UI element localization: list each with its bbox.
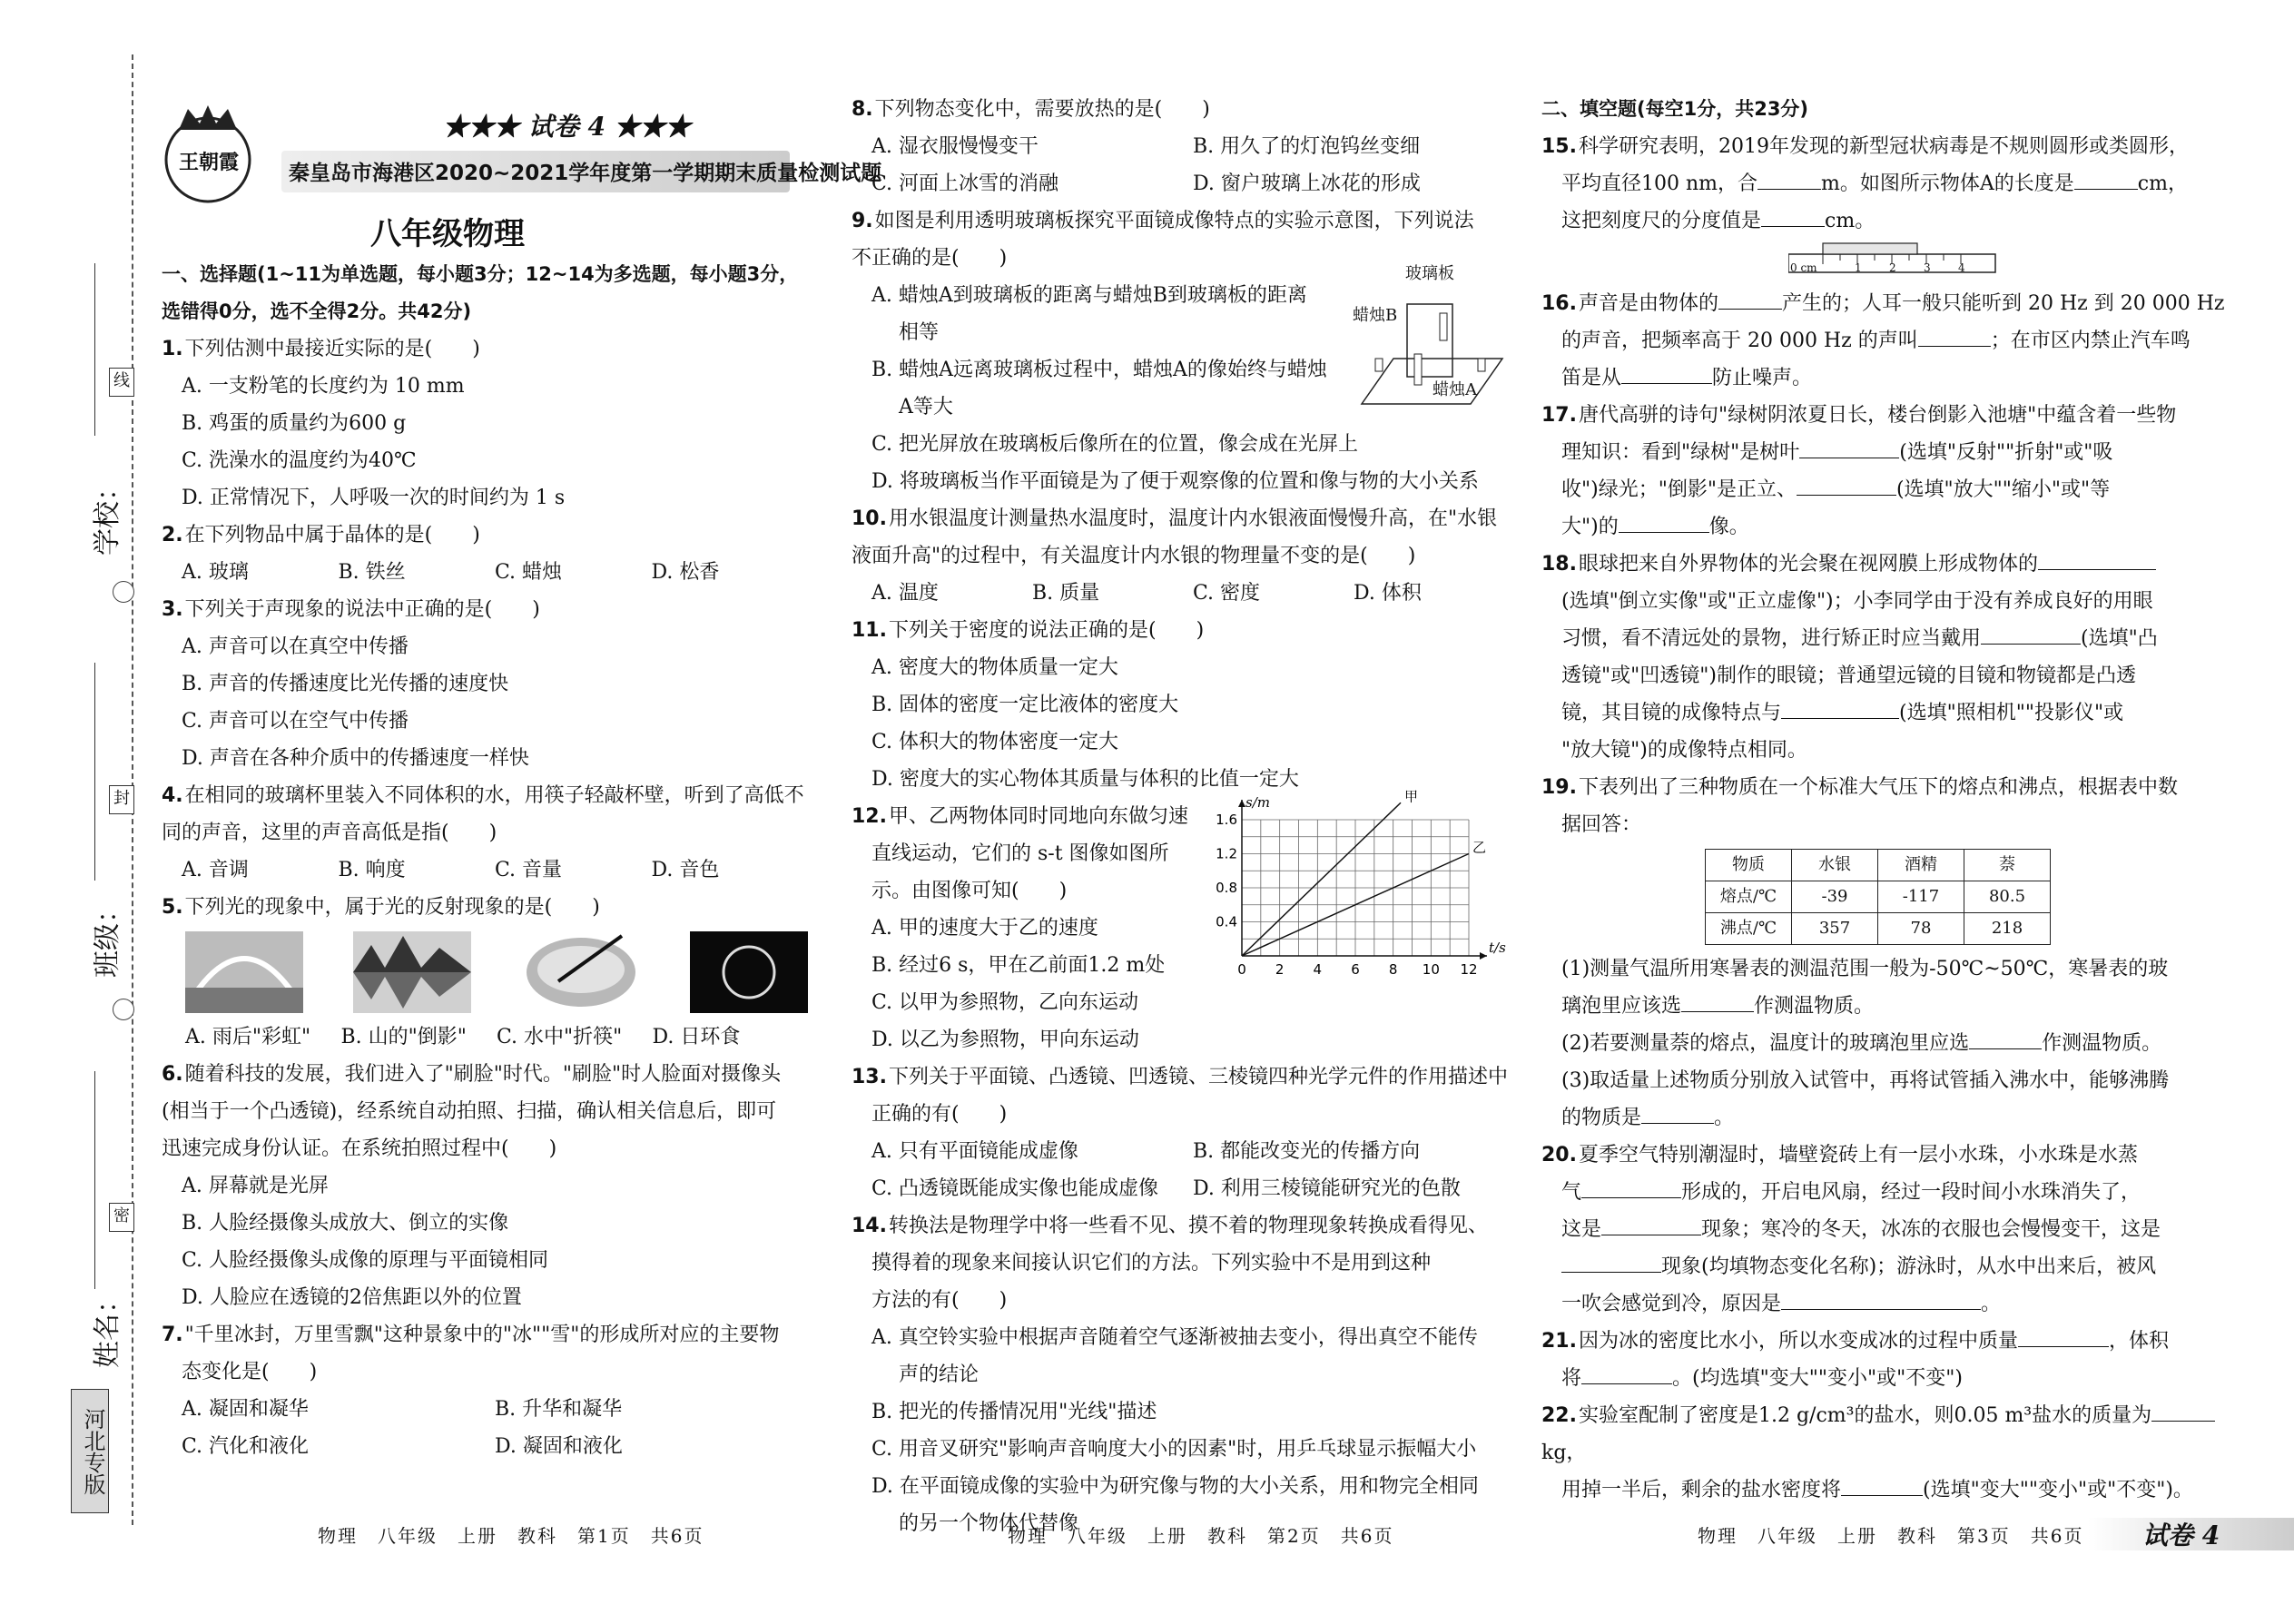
q16-text: ；在市区内禁止汽车鸣	[1990, 330, 2191, 352]
q18-line2: (选填"倒立实像"或"正立虚像")；小李同学由于没有养成良好的用眼	[1561, 590, 2153, 613]
q14-option-a-line1: A. 真空铃实验中根据声音随着空气逐渐被抽去变小，得出真空不能传	[871, 1326, 1478, 1349]
y-axis-arrow	[1238, 800, 1245, 807]
q4-stem-line2: 同的声音，这里的声音高低是指( )	[162, 822, 497, 844]
table-header: 萘	[1964, 850, 2051, 881]
question-15: 15.科学研究表明，2019年发现的新型冠状病毒是不规则圆形或类圆形，	[1541, 135, 2189, 158]
question-7: 7."千里冰封，万里雪飘"这种景象中的"冰""雪"的形成所对应的主要物	[162, 1324, 780, 1346]
q20-text: 这是	[1561, 1218, 1602, 1241]
q6-option-b: B. 人脸经摄像头成放大、倒立的实像	[182, 1212, 509, 1235]
school-line	[94, 263, 95, 436]
edition-box	[71, 1389, 109, 1513]
question-19: 19.下表列出了三种物质在一个标准大气压下的熔点和沸点，根据表中数	[1541, 776, 2178, 799]
q21-text: 。(均选填"变大""变小"或"不变")	[1672, 1367, 1963, 1390]
mirror-experiment-figure	[1353, 264, 1507, 422]
series-line-jia	[1242, 802, 1401, 956]
ruler-tick-2: 2	[1889, 261, 1896, 274]
q6-option-c: C. 人脸经摄像头成像的原理与平面镜相同	[182, 1249, 549, 1272]
class-line	[94, 663, 95, 881]
q4-option-d: D. 音色	[651, 859, 720, 881]
q7-option-b: B. 升华和凝华	[495, 1398, 623, 1421]
q6-option-a: A. 屏幕就是光屏	[182, 1175, 329, 1197]
q22-blank-2[interactable]	[1841, 1473, 1923, 1496]
q16-text: 笛是从	[1561, 367, 1622, 389]
q17-blank-3[interactable]	[1619, 510, 1709, 533]
q12-option-b: B. 经过6 s，甲在乙前面1.2 m处	[871, 954, 1166, 977]
q20-line4	[1541, 1248, 2250, 1285]
table-header: 水银	[1792, 850, 1878, 881]
q20-blank-3[interactable]	[1561, 1250, 1661, 1273]
question-13: 13.下列关于平面镜、凸透镜、凹透镜、三棱镜四种光学元件的作用描述中	[852, 1066, 1508, 1088]
q19-part1-line2	[1541, 988, 2250, 1025]
q15-line1: 科学研究表明，2019年发现的新型冠状病毒是不规则圆形或类圆形，	[1578, 135, 2189, 158]
question-16: 16.声音是由物体的 产生的；人耳一般只能听到 20 Hz 到 20 000 Hz	[1541, 285, 2250, 322]
q20-text: 现象(均填物态变化名称)；游泳时，从水中出来后，被风	[1661, 1255, 2157, 1278]
q1-stem: 下列估测中最接近实际的是( )	[184, 338, 480, 360]
q17-line1: 唐代高骈的诗句"绿树阴浓夏日长，楼台倒影入池塘"中蕴含着一些物	[1578, 404, 2177, 427]
ruler-zero-label: 0 cm	[1790, 261, 1817, 274]
q6-stem-line1: 随着科技的发展，我们进入了"刷脸"时代。"刷脸"时人脸面对摄像头	[184, 1063, 782, 1086]
q19-text: (2)若要测量萘的熔点，温度计的玻璃泡里应选	[1561, 1032, 1970, 1055]
q21-text: 因为冰的密度比水小，所以水变成冰的过程中质量	[1578, 1330, 2018, 1353]
q19-part1-line1: (1)测量气温所用寒暑表的测温范围一般为-50℃~50℃，寒暑表的玻	[1561, 958, 2169, 980]
q12-option-d: D. 以乙为参照物，甲向东运动	[871, 1029, 1139, 1051]
q20-blank-2[interactable]	[1601, 1213, 1701, 1235]
q10-option-a: A. 温度	[871, 582, 939, 605]
q14-option-d-line1: D. 在平面镜成像的实验中为研究像与物的大小关系，用和物完全相同	[871, 1475, 1479, 1498]
question-3: 3.下列关于声现象的说法中正确的是( )	[162, 598, 540, 621]
q15-text: m。如图所示物体A的长度是	[1821, 172, 2074, 195]
class-label: 班级：	[92, 896, 123, 978]
q7-option-d: D. 凝固和液化	[495, 1435, 623, 1458]
q16-blank-1[interactable]	[1718, 287, 1782, 310]
q21-blank-1[interactable]	[2018, 1324, 2109, 1347]
q13-stem-line2: 正确的有( )	[871, 1103, 1008, 1126]
q4-option-c: C. 音量	[495, 859, 563, 881]
q15-text: cm。	[1825, 210, 1876, 232]
q17-text: 像。	[1708, 516, 1749, 538]
q9-stem-line2: 不正确的是( )	[852, 247, 1008, 270]
q3-stem: 下列关于声现象的说法中正确的是( )	[184, 598, 540, 621]
q5-option-c: C. 水中"折筷"	[497, 1026, 623, 1048]
question-21: 21.因为冰的密度比水小，所以水变成冰的过程中质量 ，体积	[1541, 1323, 2250, 1360]
q22-text: (选填"变大""变小"或"不变")。	[1923, 1479, 2193, 1501]
question-5: 5.下列光的现象中，属于光的反射现象的是( )	[162, 896, 600, 919]
question-12: 12.甲、乙两物体同时同地向东做匀速	[852, 805, 1188, 828]
question-10: 10.用水银温度计测量热水温度时，温度计内水银液面慢慢升高，在"水银	[852, 507, 1498, 530]
q11-stem: 下列关于密度的说法正确的是( )	[888, 619, 1205, 642]
q5-option-a: A. 雨后"彩虹"	[185, 1026, 311, 1048]
q18-text: 眼球把来自外界物体的光会聚在视网膜上形成物体的	[1578, 553, 2038, 576]
table-row	[1706, 913, 2051, 945]
q14-option-c: C. 用音叉研究"影响声音响度大小的因素"时，用乒乓球显示振幅大小	[871, 1438, 1477, 1461]
q5-stem: 下列光的现象中，属于光的反射现象的是( )	[184, 896, 600, 919]
q9-option-c: C. 把光屏放在玻璃板后像所在的位置，像会成在光屏上	[871, 433, 1359, 456]
q3-option-d: D. 声音在各种介质中的传播速度一样快	[182, 747, 529, 770]
q12-stem-line3: 示。由图像可知( )	[871, 880, 1068, 902]
q17-line4	[1541, 508, 2250, 546]
q9-body	[852, 264, 1514, 426]
q21-blank-2[interactable]	[1581, 1362, 1672, 1384]
q14-option-d-line2: 的另一个物体代替像	[899, 1512, 1079, 1535]
seal-mark-secret: 密	[109, 1203, 134, 1232]
q18-text: 习惯，看不清远处的景物，进行矫正时应当戴用	[1561, 627, 1982, 650]
q19-blank-2[interactable]	[1969, 1027, 2042, 1049]
q7-stem-line1: "千里冰封，万里雪飘"这种景象中的"冰""雪"的形成所对应的主要物	[184, 1324, 780, 1346]
q5-option-d: D. 日环食	[652, 1026, 741, 1048]
q11-option-b: B. 固体的密度一定比液体的密度大	[871, 694, 1179, 716]
q8-stem: 下列物态变化中，需要放热的是( )	[874, 98, 1210, 121]
footer-page-3: 物理 八年级 上册 教科 第3页 共6页	[1698, 1525, 2084, 1547]
q15-text: 这把刻度尺的分度值是	[1561, 210, 1762, 232]
table-cell: 沸点/℃	[1706, 913, 1792, 945]
q22-text: 实验室配制了密度是1.2 g/cm³的盐水，则0.05 m³盐水的质量为	[1578, 1404, 2152, 1427]
q7-options-row1	[162, 1391, 808, 1428]
q17-text: 理知识：看到"绿树"是树叶	[1561, 441, 1800, 464]
q14-stem-line1: 转换法是物理学中将一些看不见、摸不着的物理现象转换成看得见、	[888, 1215, 1488, 1237]
q2-option-a: A. 玻璃	[182, 561, 249, 584]
q22-text: 用掉一半后，剩余的盐水密度将	[1561, 1479, 1842, 1501]
q16-text: 产生的；人耳一般只能听到 20 Hz 到 20 000 Hz	[1782, 292, 2225, 315]
ruler-tick-1: 1	[1855, 261, 1862, 274]
binding-hole	[113, 999, 134, 1020]
q16-blank-3[interactable]	[1621, 361, 1712, 384]
q5-option-b: B. 山的"倒影"	[340, 1026, 467, 1048]
q19-line1: 下表列出了三种物质在一个标准大气压下的熔点和沸点，根据表中数	[1578, 776, 2178, 799]
q18-text: (选填"照相机""投影仪"或	[1899, 702, 2124, 724]
q15-line2	[1541, 165, 2250, 202]
seal-mark-seal: 封	[109, 785, 134, 814]
name-label: 姓名：	[92, 1286, 123, 1368]
y-tick-label: 1.6	[1216, 812, 1237, 828]
question-17: 17.唐代高骈的诗句"绿树阴浓夏日长，楼台倒影入池塘"中蕴含着一些物	[1541, 404, 2177, 427]
q9-option-d: D. 将玻璃板当作平面镜是为了便于观察像的位置和像与物的大小关系	[871, 470, 1479, 493]
q10-options	[852, 575, 1514, 612]
q14-stem-line3: 方法的有( )	[871, 1289, 1008, 1312]
q18-line4: 透镜"或"凹透镜")制作的眼镜；普通望远镜的目镜和物镜都是凸透	[1561, 664, 2136, 687]
q17-text: 大")的	[1561, 516, 1619, 538]
q6-option-d: D. 人脸应在透镜的2倍焦距以外的位置	[182, 1286, 522, 1309]
table-cell: 78	[1878, 913, 1964, 945]
q11-option-d: D. 密度大的实心物体其质量与体积的比值一定大	[871, 768, 1299, 791]
fig-label-candle-b: 蜡烛B	[1353, 306, 1398, 325]
q12-option-c: C. 以甲为参照物，乙向东运动	[871, 991, 1139, 1014]
q8-option-b: B. 用久了的灯泡钨丝变细	[1193, 135, 1421, 158]
q19-text: 的物质是	[1561, 1107, 1642, 1129]
q19-text: 作测温物质。	[2042, 1032, 2162, 1055]
q4-option-a: A. 音调	[182, 859, 249, 881]
q9-option-b-line2: A等大	[899, 396, 953, 418]
rainbow-photo	[185, 931, 303, 1013]
q15-blank-2[interactable]	[2074, 167, 2138, 190]
q18-text: (选填"凸	[2081, 627, 2158, 650]
table-row	[1706, 881, 2051, 913]
q13-options-row1	[852, 1133, 1514, 1170]
q19-line2: 据回答：	[1561, 813, 1642, 836]
q16-line2	[1541, 322, 2250, 359]
q12-option-a: A. 甲的速度大于乙的速度	[871, 917, 1098, 940]
q15-text: 平均直径100 nm，合	[1561, 172, 1758, 195]
q9-option-a-line2: 相等	[899, 321, 940, 344]
q10-option-d: D. 体积	[1354, 582, 1422, 605]
y-tick-label: 1.2	[1216, 845, 1237, 862]
q12-stem-line1: 甲、乙两物体同时同地向东做匀速	[888, 805, 1188, 828]
footer-page-2: 物理 八年级 上册 教科 第2页 共6页	[1008, 1525, 1394, 1547]
q20-text: 形成的，开启电风扇，经过一段时间小水珠消失了，	[1681, 1181, 2141, 1204]
question-8: 8.下列物态变化中，需要放热的是( )	[852, 98, 1210, 121]
q20-blank-1[interactable]	[1581, 1176, 1681, 1198]
q18-line5	[1541, 694, 2250, 732]
q12-block	[852, 788, 1514, 1058]
y-tick-label: 0.4	[1216, 913, 1237, 930]
question-14: 14.转换法是物理学中将一些看不见、摸不着的物理现象转换成看得见、	[852, 1215, 1488, 1237]
subject-title: 八年级物理	[370, 216, 525, 252]
q3-option-a: A. 声音可以在真空中传播	[182, 635, 409, 658]
q20-text: 气	[1561, 1181, 1582, 1204]
q19-text: 璃泡里应该选	[1561, 995, 1682, 1018]
q2-option-b: B. 铁丝	[338, 561, 406, 584]
q14-option-b: B. 把光的传播情况用"光线"描述	[871, 1401, 1157, 1423]
fig-label-candle-a: 蜡烛A	[1433, 380, 1477, 399]
y-tick-label: 0.8	[1216, 880, 1237, 896]
footer-paper-tag: 试卷 4	[2142, 1521, 2220, 1550]
table-cell: -117	[1878, 881, 1964, 913]
series-label: 乙	[1472, 839, 1487, 856]
x-tick-label: 0	[1237, 961, 1246, 978]
q10-stem-line1: 用水银温度计测量热水温度时，温度计内水银液面慢慢升高，在"水银	[888, 507, 1498, 530]
q13-option-b: B. 都能改变光的传播方向	[1193, 1140, 1421, 1163]
q5-photos	[162, 926, 808, 1019]
q13-option-d: D. 利用三棱镜能研究光的色散	[1193, 1177, 1461, 1200]
q7-option-c: C. 汽化和液化	[182, 1435, 310, 1458]
q3-option-b: B. 声音的传播速度比光传播的速度快	[182, 673, 509, 695]
q2-options	[162, 554, 808, 591]
q20-text: 。	[1981, 1293, 2002, 1315]
q8-option-a: A. 湿衣服慢慢变干	[871, 135, 1039, 158]
q20-line3	[1541, 1211, 2250, 1248]
q13-stem-line1: 下列关于平面镜、凸透镜、凹透镜、三棱镜四种光学元件的作用描述中	[888, 1066, 1508, 1088]
q17-text: 收")绿光；"倒影"是正立、	[1561, 478, 1797, 501]
q12-stem-line2: 直线运动，它们的 s-t 图像如图所	[871, 842, 1169, 865]
table-header-row	[1706, 850, 2051, 881]
q8-options-row1	[852, 128, 1514, 165]
table-cell: 357	[1792, 913, 1878, 945]
q20-text: 现象；寒冷的冬天，冰冻的衣服也会慢慢变干，这是	[1701, 1218, 2161, 1241]
x-tick-label: 12	[1460, 961, 1478, 978]
q17-line3	[1541, 471, 2250, 508]
q17-text: (选填"反射""折射"或"吸	[1899, 441, 2113, 464]
question-11: 11.下列关于密度的说法正确的是( )	[852, 619, 1205, 642]
q1-option-c: C. 洗澡水的温度约为40℃	[182, 449, 417, 472]
q20-blank-4[interactable]	[1781, 1287, 1981, 1310]
q20-line5	[1541, 1285, 2250, 1323]
q16-line3	[1541, 359, 2250, 397]
paper-series-label: ★★★ 试卷 4 ★★★	[443, 112, 691, 142]
footer-page-1: 物理 八年级 上册 教科 第1页 共6页	[318, 1525, 704, 1547]
q2-option-d: D. 松香	[651, 561, 720, 584]
q13-option-a: A. 只有平面镜能成虚像	[871, 1140, 1078, 1163]
x-axis-label: t/s	[1489, 940, 1506, 956]
q7-stem-line2: 态变化是( )	[182, 1361, 318, 1383]
q14-stem-line2: 摸得着的现象来间接认识它们的方法。下列实验中不是用到这种	[871, 1252, 1432, 1275]
question-1: 1.下列估测中最接近实际的是( )	[162, 338, 480, 360]
q1-option-d: D. 正常情况下，人呼吸一次的时间约为 1 s	[182, 487, 566, 509]
q6-stem-line2: (相当于一个凸透镜)，经系统自动拍照、扫描，确认相关信息后，即可	[162, 1100, 777, 1123]
q13-option-c: C. 凸透镜既能成实像也能成虚像	[871, 1177, 1159, 1200]
q15-blank-1[interactable]	[1757, 167, 1821, 190]
series-label: 甲	[1404, 788, 1419, 805]
q17-line2	[1541, 434, 2250, 471]
q16-blank-2[interactable]	[1918, 324, 1991, 347]
question-22: 22.实验室配制了密度是1.2 g/cm³的盐水，则0.05 m³盐水的质量为kg，	[1541, 1397, 2250, 1471]
q11-option-c: C. 体积大的物体密度一定大	[871, 731, 1119, 753]
bent-chopstick-photo	[522, 931, 640, 1013]
q21-text: ，体积	[2109, 1330, 2170, 1353]
x-tick-label: 8	[1388, 961, 1398, 978]
q22-blank-1[interactable]	[2151, 1399, 2215, 1422]
table-header: 物质	[1706, 850, 1792, 881]
melting-boiling-table	[1705, 849, 2051, 945]
q7-options-row2	[162, 1428, 808, 1465]
x-tick-label: 6	[1351, 961, 1360, 978]
q19-blank-1[interactable]	[1681, 989, 1754, 1012]
ruler-tick-3: 3	[1924, 261, 1931, 274]
mirror-setup-diagram	[1353, 268, 1507, 422]
q2-stem: 在下列物品中属于晶体的是( )	[184, 524, 480, 546]
q15-blank-3[interactable]	[1761, 204, 1825, 227]
q6-stem-line3: 迅速完成身份认证。在系统拍照过程中( )	[162, 1137, 557, 1160]
table-cell: 80.5	[1964, 881, 2051, 913]
table-cell: 218	[1964, 913, 2051, 945]
q10-stem-line2: 液面升高"的过程中，有关温度计内水银的物理量不变的是( )	[852, 545, 1416, 567]
q9-option-a-line1: A. 蜡烛A到玻璃板的距离与蜡烛B到玻璃板的距离	[871, 284, 1307, 307]
q20-line1: 夏季空气特别潮湿时，墙壁瓷砖上有一层小水珠，小水珠是水蒸	[1578, 1144, 2138, 1166]
section-choice-heading: 一、选择题(1~11为单选题，每小题3分；12~14为多选题，每小题3分，选错得0分，选不全得2分。共42分)	[162, 263, 799, 322]
q22-line2	[1541, 1471, 2250, 1509]
q4-option-b: B. 响度	[338, 859, 406, 881]
q19-part2	[1541, 1025, 2250, 1062]
q18-blank-1[interactable]	[2038, 547, 2156, 570]
fig-label-plate: 玻璃板	[1405, 264, 1454, 283]
q2-option-c: C. 蜡烛	[495, 561, 563, 584]
question-20: 20.夏季空气特别潮湿时，墙壁瓷砖上有一层小水珠，小水珠是水蒸	[1541, 1144, 2138, 1166]
q19-text: 作测温物质。	[1754, 995, 1875, 1018]
q20-line2	[1541, 1174, 2250, 1211]
q18-line6: "放大镜")的成像特点相同。	[1561, 739, 1807, 762]
x-axis-arrow	[1480, 952, 1487, 960]
question-2: 2.在下列物品中属于晶体的是( )	[162, 524, 480, 546]
q18-line3	[1541, 620, 2250, 657]
table-header: 酒精	[1878, 850, 1964, 881]
ruler-figure	[1788, 240, 1997, 285]
logo-text: 王朝霞	[178, 151, 239, 174]
q21-line2	[1541, 1360, 2250, 1397]
q4-options	[162, 851, 808, 889]
ruler-tick-4: 4	[1958, 261, 1965, 274]
question-9: 9.如图是利用透明玻璃板探究平面镜成像特点的实验示意图，下列说法	[852, 210, 1474, 232]
x-tick-label: 4	[1313, 961, 1323, 978]
q18-blank-2[interactable]	[1981, 622, 2081, 645]
q17-text: (选填"放大""缩小"或"等	[1895, 478, 2111, 501]
question-4: 4.在相同的玻璃杯里装入不同体积的水，用筷子轻敲杯壁，听到了高低不	[162, 784, 804, 807]
q9-option-b-line1: B. 蜡烛A远离玻璃板过程中，蜡烛A的像始终与蜡烛	[871, 359, 1327, 381]
q1-option-b: B. 鸡蛋的质量约为600 g	[182, 412, 407, 435]
q17-blank-2[interactable]	[1797, 473, 1896, 496]
edition-label: 河北专版	[80, 1407, 105, 1495]
q7-option-a: A. 凝固和凝华	[182, 1398, 309, 1421]
y-axis-label: s/m	[1245, 794, 1270, 811]
q16-text: 防止噪声。	[1712, 367, 1813, 389]
q19-blank-3[interactable]	[1641, 1101, 1714, 1124]
q1-option-a: A. 一支粉笔的长度约为 10 mm	[182, 375, 465, 398]
section-fill-heading: 二、填空题(每空1分，共23分)	[1541, 98, 1809, 120]
name-line	[94, 1071, 95, 1289]
q22-text: kg，	[1541, 1442, 1587, 1464]
table-cell: 熔点/℃	[1706, 881, 1792, 913]
q8-options-row2	[852, 165, 1514, 202]
x-tick-label: 2	[1275, 961, 1285, 978]
q15-line3	[1541, 202, 2250, 240]
q16-text: 声音是由物体的	[1578, 292, 1718, 315]
q8-option-d: D. 窗户玻璃上冰花的形成	[1193, 172, 1421, 195]
q18-text: 镜，其目镜的成像特点与	[1561, 702, 1782, 724]
q8-option-c: C. 河面上冰雪的消融	[871, 172, 1059, 195]
seal-mark-line: 线	[109, 368, 134, 397]
q14-option-a-line2: 声的结论	[899, 1363, 980, 1386]
question-6: 6.随着科技的发展，我们进入了"刷脸"时代。"刷脸"时人脸面对摄像头	[162, 1063, 782, 1086]
logo	[156, 98, 261, 205]
x-tick-label: 10	[1422, 961, 1440, 978]
q15-text: cm，	[2137, 172, 2188, 195]
q10-option-c: C. 密度	[1193, 582, 1261, 605]
mountain-reflection-photo	[353, 931, 471, 1013]
q19-part3-line1: (3)取适量上述物质分别放入试管中，再将试管插入沸水中，能够沸腾	[1561, 1069, 2170, 1092]
q10-option-b: B. 质量	[1032, 582, 1100, 605]
q16-text: 的声音，把频率高于 20 000 Hz 的声叫	[1561, 330, 1918, 352]
annular-eclipse-photo	[690, 931, 808, 1013]
q19-text: 。	[1714, 1107, 1735, 1129]
binding-hole	[113, 581, 134, 603]
q9-stem-line1: 如图是利用透明玻璃板探究平面镜成像特点的实验示意图，下列说法	[874, 210, 1474, 232]
q3-option-c: C. 声音可以在空气中传播	[182, 710, 409, 733]
q19-part3-line2	[1541, 1099, 2250, 1137]
school-label: 学校：	[92, 474, 123, 556]
table-cell: -39	[1792, 881, 1878, 913]
q4-stem-line1: 在相同的玻璃杯里装入不同体积的水，用筷子轻敲杯壁，听到了高低不	[184, 784, 804, 807]
q21-text: 将	[1561, 1367, 1582, 1390]
st-graph	[1215, 788, 1506, 1003]
q18-blank-3[interactable]	[1781, 696, 1899, 719]
q20-text: 一吹会感觉到冷，原因是	[1561, 1293, 1782, 1315]
q17-blank-1[interactable]	[1799, 436, 1899, 458]
question-18: 18.眼球把来自外界物体的光会聚在视网膜上形成物体的	[1541, 546, 2250, 583]
q13-options-row2	[852, 1170, 1514, 1207]
exam-title-text: 秦皇岛市海港区2020~2021学年度第一学期期末质量检测试题	[289, 162, 882, 185]
q5-options	[162, 1019, 808, 1056]
q11-option-a: A. 密度大的物体质量一定大	[871, 656, 1118, 679]
